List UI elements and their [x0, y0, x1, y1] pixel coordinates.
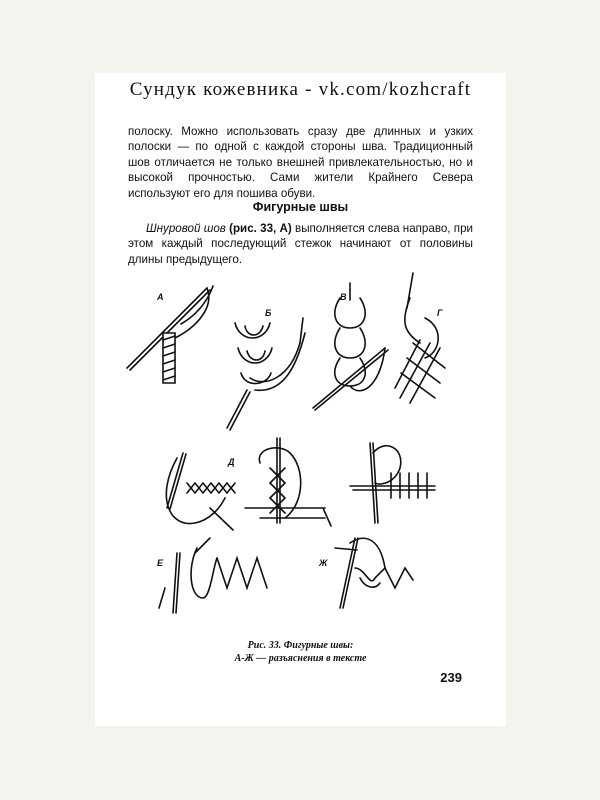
stitch-figure [95, 268, 506, 628]
page-number: 239 [440, 670, 462, 685]
caption-line-2: А-Ж — разъяснения в тексте [234, 653, 367, 664]
paragraph-lace-stitch [128, 221, 473, 267]
label-a: А [157, 292, 164, 302]
stitch-g [395, 273, 445, 403]
stitch-illustration [95, 268, 506, 628]
stitch-a [127, 286, 213, 383]
label-v: В [340, 292, 347, 302]
stitch-d [166, 438, 331, 530]
section-heading: Фигурные швы [252, 200, 349, 214]
stitch-drawings [127, 273, 445, 613]
stitch-zh [335, 538, 413, 608]
figure-caption [95, 639, 506, 665]
label-d: Д [228, 457, 235, 467]
term-lace-stitch: Шнуровой шов [146, 222, 226, 235]
stitch-e [159, 538, 267, 613]
figure-reference: (рис. 33, А) [225, 222, 292, 235]
stitch-b [227, 318, 305, 430]
stitch-d-right [350, 443, 435, 523]
paragraph-rest: выполняется слева направо, при этом каждый последующий стежок начинают от половины длины предыдущего. [128, 222, 473, 266]
label-b: Б [265, 308, 272, 318]
label-zh: Ж [319, 558, 328, 568]
intro-paragraph: полоску. Можно использовать сразу две длинных и узких полоски — по одной с каждой стороны шва. Традиционный шов отличается не только внешней привлекательностью, но и высокой прочностью. Сами жители Крайнего Севера используют его для пошива обуви. [128, 125, 473, 200]
label-g: Г [437, 308, 443, 318]
stitch-v [313, 283, 388, 410]
label-e: Е [157, 558, 164, 568]
watermark-text: Сундук кожевника - vk.com/kozhcraft [129, 79, 472, 100]
book-page [95, 73, 506, 726]
caption-line-1: Рис. 33. Фигурные швы: [247, 640, 354, 651]
